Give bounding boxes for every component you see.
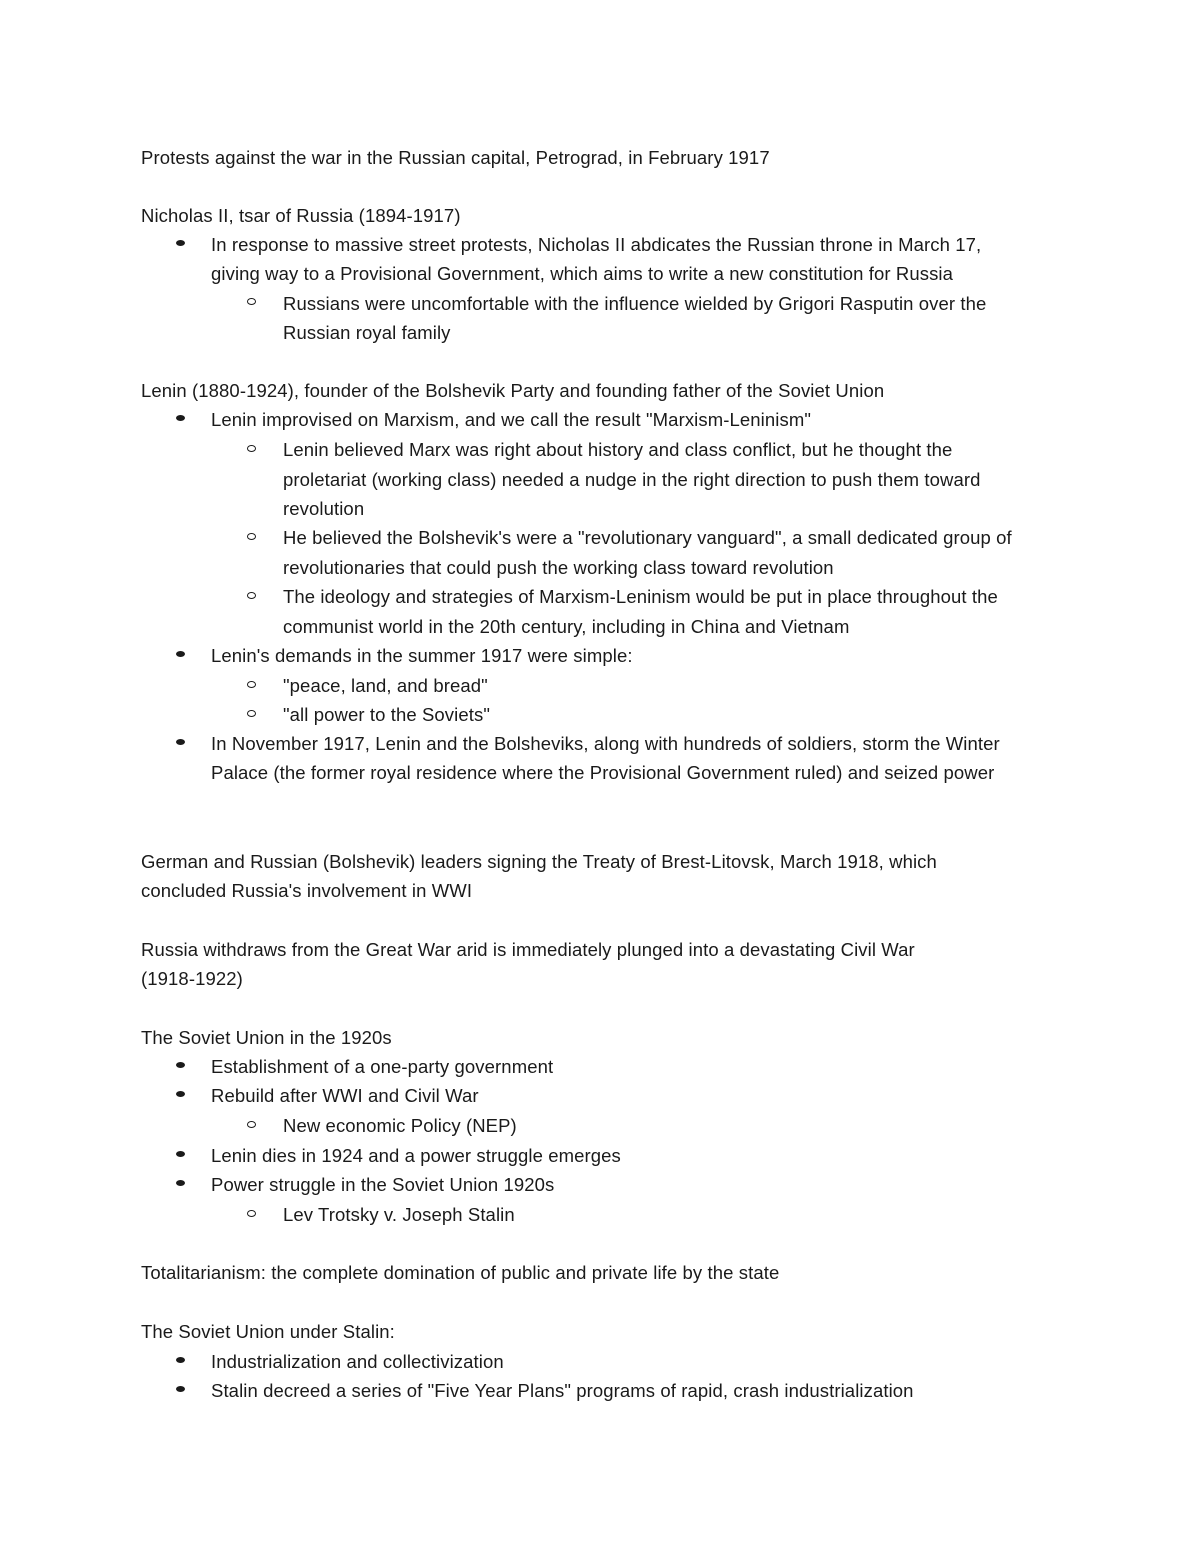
list-item: "all power to the Soviets" bbox=[283, 704, 491, 725]
list-item-continuation: revolution bbox=[283, 498, 365, 519]
list-item: Industrialization and collectivization bbox=[211, 1351, 504, 1372]
list-item-continuation: Palace (the former royal residence where the Provisional Government ruled) and seized power bbox=[211, 762, 995, 783]
paragraph: Lenin (1880-1924), founder of the Bolshevik Party and founding father of the Soviet Union bbox=[141, 380, 885, 401]
list-item: Lenin's demands in the summer 1917 were simple: bbox=[211, 645, 633, 666]
bullet-icon bbox=[176, 739, 185, 745]
paragraph: Russia withdraws from the Great War arid is immediately plunged into a devastating Civil War bbox=[141, 939, 915, 960]
bullet-icon bbox=[176, 240, 185, 246]
circle-bullet-icon bbox=[247, 298, 256, 305]
bullet-icon bbox=[176, 1357, 185, 1363]
list-item: Establishment of a one-party government bbox=[211, 1056, 554, 1077]
list-item: The ideology and strategies of Marxism-Leninism would be put in place throughout the bbox=[283, 586, 998, 607]
bullet-icon bbox=[176, 651, 185, 657]
paragraph: The Soviet Union under Stalin: bbox=[141, 1321, 395, 1342]
list-item: Russians were uncomfortable with the influence wielded by Grigori Rasputin over the bbox=[283, 293, 987, 314]
list-item: Lenin dies in 1924 and a power struggle emerges bbox=[211, 1145, 621, 1166]
circle-bullet-icon bbox=[247, 445, 256, 452]
bullet-icon bbox=[176, 1180, 185, 1186]
list-item-continuation: communist world in the 20th century, including in China and Vietnam bbox=[283, 616, 850, 637]
bullet-icon bbox=[176, 1386, 185, 1392]
list-item: Lenin believed Marx was right about history and class conflict, but he thought the bbox=[283, 439, 953, 460]
list-item-continuation: revolutionaries that could push the working class toward revolution bbox=[283, 557, 834, 578]
list-item: Lenin improvised on Marxism, and we call the result "Marxism-Leninism" bbox=[211, 409, 812, 430]
paragraph: German and Russian (Bolshevik) leaders signing the Treaty of Brest-Litovsk, March 1918, which bbox=[141, 851, 937, 872]
list-item: New economic Policy (NEP) bbox=[283, 1115, 517, 1136]
bullet-icon bbox=[176, 1151, 185, 1157]
paragraph: Nicholas II, tsar of Russia (1894-1917) bbox=[141, 205, 461, 226]
list-item: In November 1917, Lenin and the Bolsheviks, along with hundreds of soldiers, storm the Winter bbox=[211, 733, 1000, 754]
bullet-icon bbox=[176, 1091, 185, 1097]
list-item-continuation: proletariat (working class) needed a nudge in the right direction to push them toward bbox=[283, 469, 981, 490]
list-item: He believed the Bolshevik's were a "revolutionary vanguard", a small dedicated group of bbox=[283, 527, 1012, 548]
paragraph-continuation: (1918-1922) bbox=[141, 968, 243, 989]
list-item: Power struggle in the Soviet Union 1920s bbox=[211, 1174, 555, 1195]
bullet-icon bbox=[176, 415, 185, 421]
paragraph-continuation: concluded Russia's involvement in WWI bbox=[141, 880, 473, 901]
paragraph: The Soviet Union in the 1920s bbox=[141, 1027, 392, 1048]
list-item-continuation: Russian royal family bbox=[283, 322, 451, 343]
circle-bullet-icon bbox=[247, 710, 256, 717]
list-item: In response to massive street protests, Nicholas II abdicates the Russian throne in March 17, bbox=[211, 234, 982, 255]
circle-bullet-icon bbox=[247, 1210, 256, 1217]
paragraph: Protests against the war in the Russian capital, Petrograd, in February 1917 bbox=[141, 147, 770, 168]
circle-bullet-icon bbox=[247, 592, 256, 599]
list-item: Rebuild after WWI and Civil War bbox=[211, 1085, 479, 1106]
circle-bullet-icon bbox=[247, 681, 256, 688]
list-item-continuation: giving way to a Provisional Government, which aims to write a new constitution for Russia bbox=[211, 263, 954, 284]
paragraph: Totalitarianism: the complete domination of public and private life by the state bbox=[141, 1262, 780, 1283]
circle-bullet-icon bbox=[247, 533, 256, 540]
circle-bullet-icon bbox=[247, 1121, 256, 1128]
list-item: "peace, land, and bread" bbox=[283, 675, 488, 696]
list-item: Lev Trotsky v. Joseph Stalin bbox=[283, 1204, 515, 1225]
list-item: Stalin decreed a series of "Five Year Plans" programs of rapid, crash industrialization bbox=[211, 1380, 914, 1401]
bullet-icon bbox=[176, 1062, 185, 1068]
